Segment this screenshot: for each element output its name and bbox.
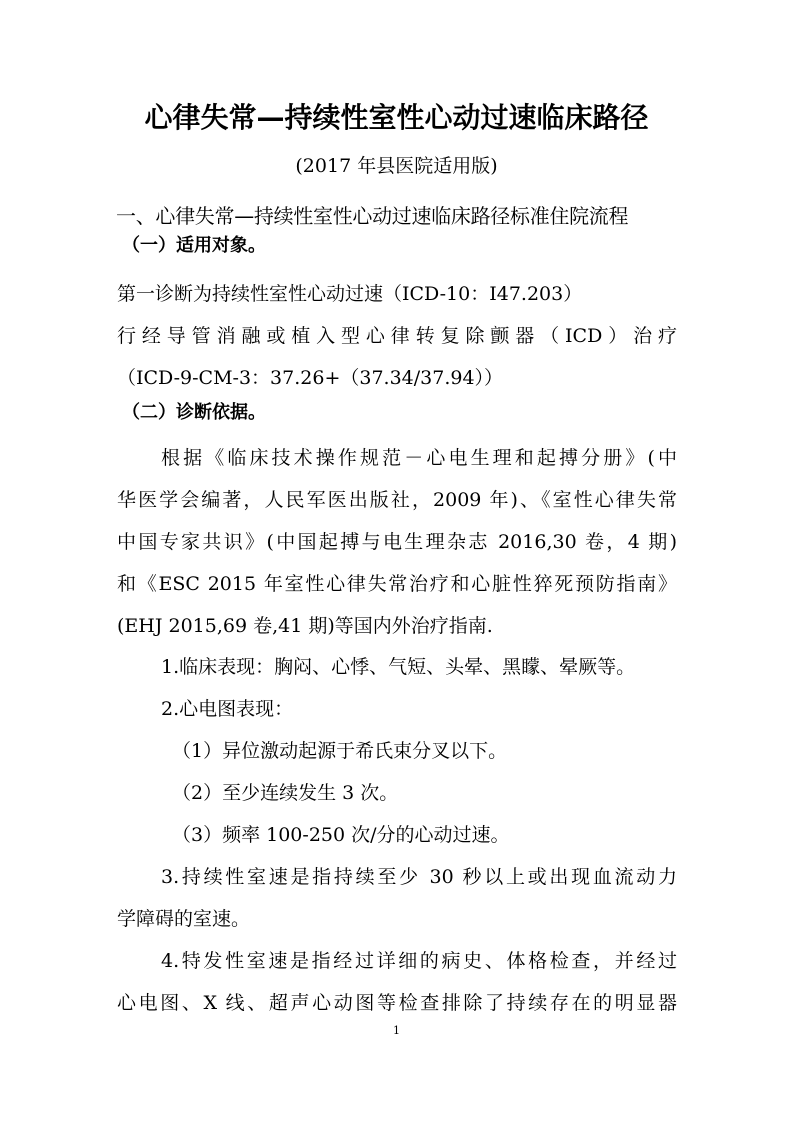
ecg-criterion-3: （3）频率 100-250 次/分的心动过速。: [172, 824, 510, 846]
diagnosis-basis-paragraph: [117, 437, 677, 647]
definition-line: 学障碍的室速。: [117, 908, 251, 930]
ecg-criterion-1: （1）异位激动起源于希氏束分叉以下。: [172, 740, 508, 762]
basis-line: 根据《临床技术操作规范－心电生理和起搏分册》(中: [161, 447, 677, 469]
basis-line: (EHJ 2015,69 卷,41 期)等国内外治疗指南.: [117, 615, 493, 637]
basis-line: 华医学会编著，人民军医出版社，2009 年)、《室性心律失常: [117, 489, 677, 511]
subsection-heading-scope: （一）适用对象。: [122, 235, 266, 256]
basis-line: 中国专家共识》(中国起搏与电生理杂志 2016,30 卷，4 期): [117, 531, 677, 553]
idiopathic-vt-definition: [117, 940, 677, 1024]
clinical-manifestation-item: 1.临床表现：胸闷、心悸、气短、头晕、黑矇、晕厥等。: [161, 656, 636, 678]
document-subtitle: (2017 年县医院适用版): [295, 155, 498, 177]
basis-line: 和《ESC 2015 年室性心律失常治疗和心脏性猝死预防指南》: [117, 573, 677, 595]
section-heading-1: 一、心律失常—持续性室性心动过速临床路径标准住院流程: [116, 204, 629, 228]
ecg-manifestation-item: 2.心电图表现：: [161, 698, 294, 720]
definition-line: 4.特发性室速是指经过详细的病史、体格检查，并经过: [161, 950, 677, 972]
scope-line-2: 行经导管消融或植入型心律转复除颤器（ICD）治疗: [117, 325, 677, 347]
definition-line: 心电图、X 线、超声心动图等检查排除了持续存在的明显器: [117, 992, 677, 1014]
definition-line: 3.持续性室速是指持续至少 30 秒以上或出现血流动力: [161, 866, 677, 888]
sustained-vt-definition: [117, 856, 677, 940]
document-title: 心律失常—持续性室性心动过速临床路径: [144, 101, 649, 134]
ecg-criterion-2: （2）至少连续发生 3 次。: [172, 782, 399, 804]
subsection-heading-diagnosis: （二）诊断依据。: [122, 402, 266, 423]
scope-line-1: 第一诊断为持续性室性心动过速（ICD-10：I47.203）: [117, 283, 583, 305]
scope-line-3: （ICD-9-CM-3：37.26+（37.34/37.94））: [117, 367, 504, 389]
page-number: 1: [393, 1024, 400, 1037]
